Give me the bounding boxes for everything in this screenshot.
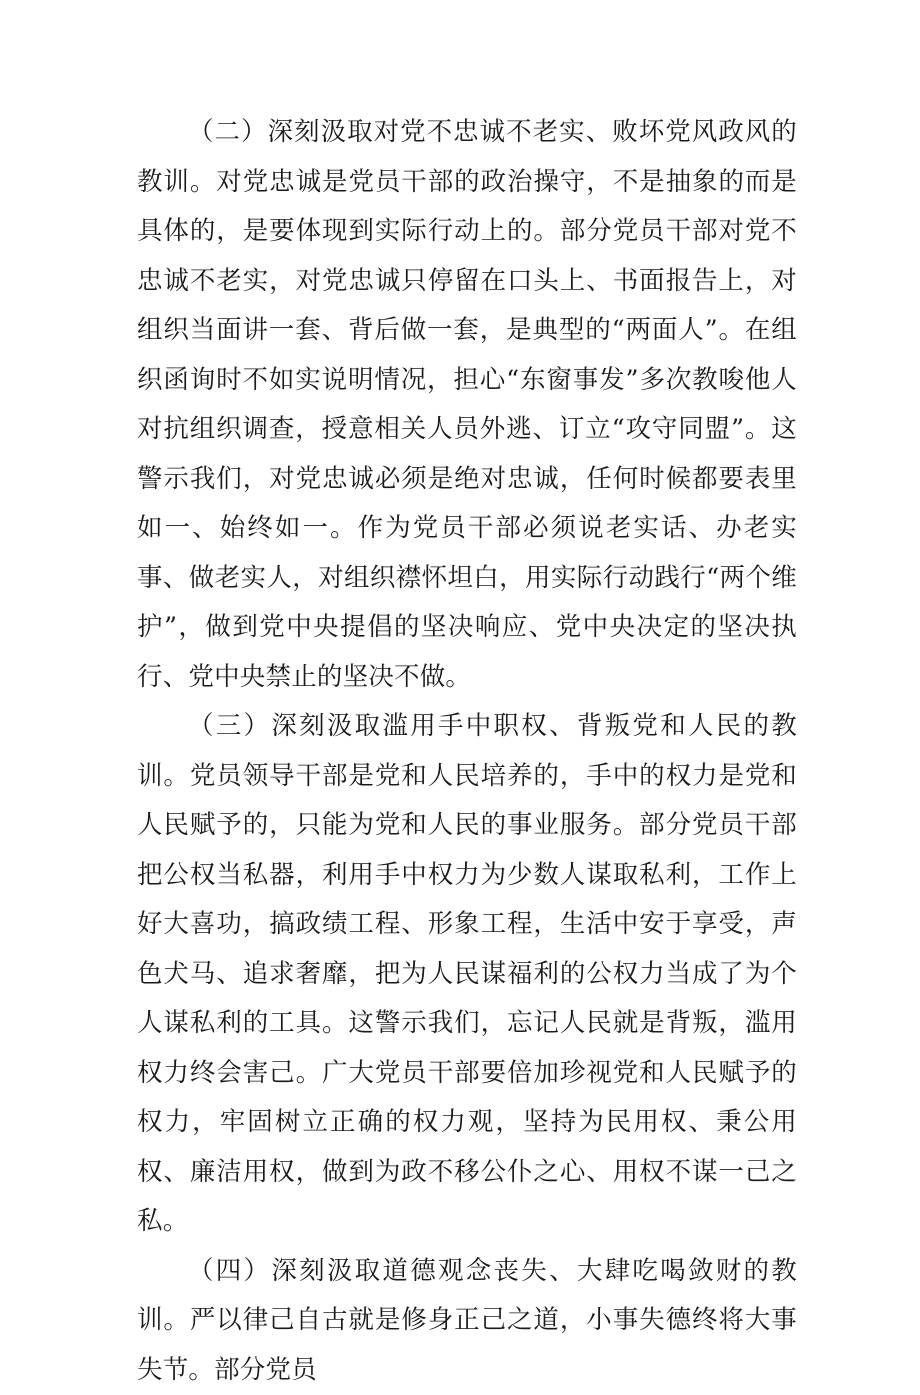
section-heading-2: （二）深刻汲取对党不忠诚不老实、败坏党风政风的教训。 xyxy=(137,117,797,197)
paragraph-2 xyxy=(137,108,797,702)
paragraph-4 xyxy=(137,1247,797,1395)
section-heading-3: （三）深刻汲取滥用手中职权、背叛党和人民的教训。 xyxy=(137,711,797,791)
section-body-4: 严以律己自古就是修身正己之道，小事失德终将大事失节。部分党员 xyxy=(137,1305,797,1385)
section-body-2: 对党忠诚是党员干部的政治操守，不是抽象的而是具体的，是要体现到实际行动上的。部分党员干部对党不忠诚不老实，对党忠诚只停留在口头上、书面报告上，对组织当面讲一套、背后做一套，是典型的“两面人”。在组织函询时不如实说明情况，担心“东窗事发”多次教唆他人对抗组织调查，授意相关人员外逃、订立“攻守同盟”。这警示我们，对党忠诚必须是绝对忠诚，任何时候都要表里如一、始终如一。作为党员干部必须说老实话、办老实事、做老实人，对组织襟怀坦白，用实际行动践行“两个维护”，做到党中央提倡的坚决响应、党中央决定的坚决执行、党中央禁止的坚决不做。 xyxy=(137,167,797,692)
section-body-3: 党员领导干部是党和人民培养的，手中的权力是党和人民赋予的，只能为党和人民的事业服务。部分党员干部把公权当私器，利用手中权力为少数人谋取私利，工作上好大喜功，搞政绩工程、形象工程，生活中安于享受，声色犬马、追求奢靡，把为人民谋福利的公权力当成了为个人谋私利的工具。这警示我们，忘记人民就是背叛，滥用权力终会害己。广大党员干部要倍加珍视党和人民赋予的权力，牢固树立正确的权力观，坚持为民用权、秉公用权、廉洁用权，做到为政不移公仆之心、用权不谋一己之私。 xyxy=(137,761,797,1237)
paragraph-3 xyxy=(137,702,797,1247)
body-text xyxy=(137,108,797,1395)
section-heading-4: （四）深刻汲取道德观念丧失、大肆吃喝敛财的教训。 xyxy=(137,1256,797,1336)
